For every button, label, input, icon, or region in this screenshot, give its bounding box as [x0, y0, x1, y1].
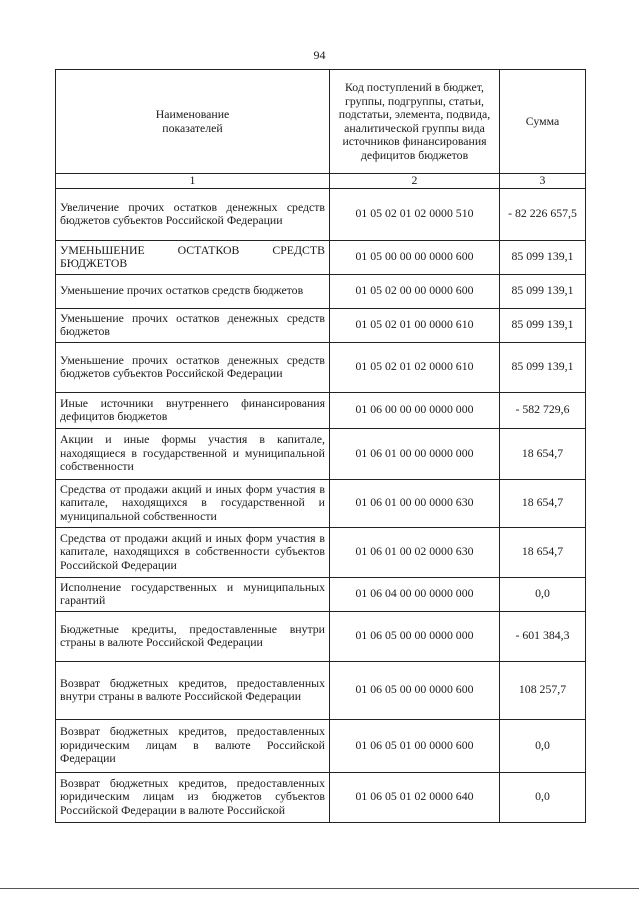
- table-row: [56, 392, 586, 428]
- row-code-cell: 01 06 05 01 02 0000 640: [330, 772, 500, 822]
- row-sum-cell: - 582 729,6: [500, 392, 586, 428]
- row-name-cell: Уменьшение прочих остатков средств бюджетов: [56, 274, 330, 308]
- row-sum-cell: 85 099 139,1: [500, 274, 586, 308]
- table-row: [56, 611, 586, 661]
- row-sum-cell: 18 654,7: [500, 428, 586, 479]
- page-number: 94: [313, 48, 326, 62]
- row-name-cell: УМЕНЬШЕНИЕ ОСТАТКОВ СРЕДСТВ БЮДЖЕТОВ: [56, 240, 330, 274]
- row-code-cell: 01 06 00 00 00 0000 000: [330, 392, 500, 428]
- column-number-1: 1: [56, 174, 330, 189]
- table-row: [56, 342, 586, 392]
- row-name-cell: Иные источники внутреннего финансирования дефицитов бюджетов: [56, 392, 330, 428]
- row-name-cell: Бюджетные кредиты, предоставленные внутри страны в валюте Российской Федерации: [56, 611, 330, 661]
- budget-sources-table: [55, 69, 586, 823]
- row-code-cell: 01 06 01 00 00 0000 630: [330, 479, 500, 527]
- column-number-3: 3: [500, 174, 586, 189]
- row-sum-cell: - 601 384,3: [500, 611, 586, 661]
- row-name-cell: Уменьшение прочих остатков денежных средств бюджетов субъектов Российской Федерации: [56, 342, 330, 392]
- row-name-cell: Возврат бюджетных кредитов, предоставленных юридическим лицам из бюджетов субъектов Российской Федерации в валюте Российской: [56, 772, 330, 822]
- row-code-cell: 01 05 02 00 00 0000 600: [330, 274, 500, 308]
- row-code-cell: 01 05 00 00 00 0000 600: [330, 240, 500, 274]
- row-name-cell: Исполнение государственных и муниципальных гарантий: [56, 577, 330, 611]
- row-sum-cell: 85 099 139,1: [500, 308, 586, 342]
- column-number-2: 2: [330, 174, 500, 189]
- table-row: [56, 577, 586, 611]
- row-sum-cell: 85 099 139,1: [500, 240, 586, 274]
- table-row: [56, 308, 586, 342]
- row-name-cell: Средства от продажи акций и иных форм участия в капитале, находящихся в государственной и муниципальной собственности: [56, 479, 330, 527]
- row-sum-cell: 0,0: [500, 772, 586, 822]
- row-sum-cell: 18 654,7: [500, 527, 586, 577]
- row-sum-cell: 0,0: [500, 719, 586, 772]
- header-code: Код поступлений в бюджет, группы, подгруппы, статьи, подстатьи, элемента, подвида, аналитической группы вида источников финансирования дефицитов бюджетов: [330, 70, 500, 174]
- table-row: [56, 428, 586, 479]
- table-row: [56, 527, 586, 577]
- column-numbers-row: [56, 174, 586, 189]
- row-sum-cell: 108 257,7: [500, 661, 586, 719]
- table-header-row: [56, 70, 586, 174]
- table-row: [56, 240, 586, 274]
- header-sum: Сумма: [500, 70, 586, 174]
- table-row: [56, 661, 586, 719]
- row-code-cell: 01 06 04 00 00 0000 000: [330, 577, 500, 611]
- row-code-cell: 01 05 02 01 02 0000 610: [330, 342, 500, 392]
- table-row: [56, 479, 586, 527]
- row-name-cell: Акции и иные формы участия в капитале, находящиеся в государственной и муниципальной собственности: [56, 428, 330, 479]
- row-sum-cell: 0,0: [500, 577, 586, 611]
- table-row: [56, 274, 586, 308]
- row-sum-cell: 85 099 139,1: [500, 342, 586, 392]
- table-row: [56, 719, 586, 772]
- row-code-cell: 01 06 01 00 02 0000 630: [330, 527, 500, 577]
- row-sum-cell: - 82 226 657,5: [500, 188, 586, 240]
- table-row: [56, 772, 586, 822]
- table-row: [56, 188, 586, 240]
- page-bottom-rule: [0, 888, 639, 889]
- row-code-cell: 01 06 01 00 00 0000 000: [330, 428, 500, 479]
- row-code-cell: 01 06 05 00 00 0000 600: [330, 661, 500, 719]
- row-code-cell: 01 05 02 01 02 0000 510: [330, 188, 500, 240]
- row-name-cell: Средства от продажи акций и иных форм участия в капитале, находящихся в собственности субъектов Российской Федерации: [56, 527, 330, 577]
- row-code-cell: 01 05 02 01 00 0000 610: [330, 308, 500, 342]
- row-code-cell: 01 06 05 00 00 0000 000: [330, 611, 500, 661]
- row-name-cell: Возврат бюджетных кредитов, предоставленных внутри страны в валюте Российской Федерации: [56, 661, 330, 719]
- row-code-cell: 01 06 05 01 00 0000 600: [330, 719, 500, 772]
- row-name-cell: Возврат бюджетных кредитов, предоставленных юридическим лицам в валюте Российской Федерации: [56, 719, 330, 772]
- row-name-cell: Увеличение прочих остатков денежных средств бюджетов субъектов Российской Федерации: [56, 188, 330, 240]
- header-name: Наименование показателей: [56, 70, 330, 174]
- row-sum-cell: 18 654,7: [500, 479, 586, 527]
- row-name-cell: Уменьшение прочих остатков денежных средств бюджетов: [56, 308, 330, 342]
